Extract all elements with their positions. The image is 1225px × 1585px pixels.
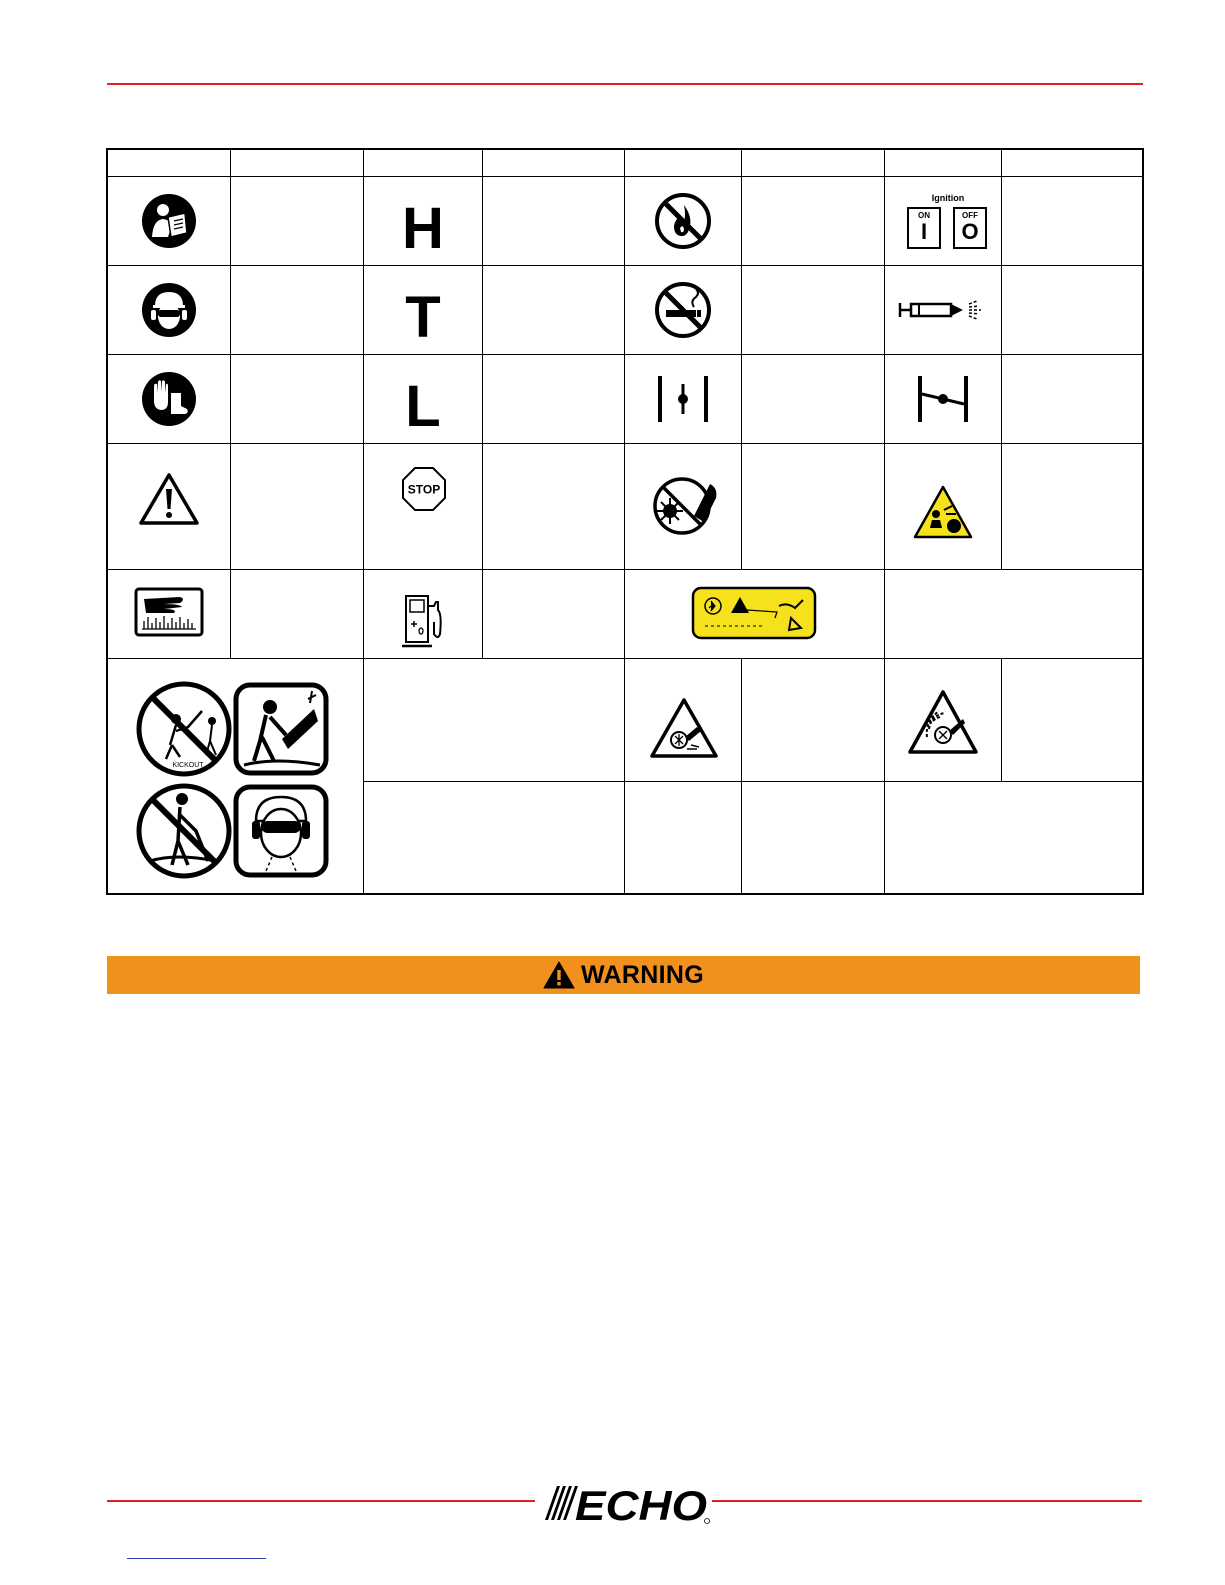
- ignition-title: Ignition: [931, 193, 965, 203]
- header-cell: [625, 150, 742, 177]
- description-cell: [742, 177, 885, 266]
- symbol-cell: [625, 177, 742, 266]
- header-cell: [742, 150, 885, 177]
- t-letter-icon: T: [405, 285, 441, 350]
- symbol-cell: [625, 444, 742, 570]
- header-cell: [108, 150, 231, 177]
- symbol-cell: [364, 266, 483, 355]
- description-cell: [742, 266, 885, 355]
- kickout-label: KICKOUT: [172, 762, 204, 769]
- description-cell: [1002, 266, 1142, 355]
- echo-logo: [535, 1480, 713, 1525]
- description-cell: [1002, 177, 1142, 266]
- symbol-cell: [108, 570, 231, 659]
- choke-closed-icon: [916, 374, 970, 424]
- header-cell: [483, 150, 625, 177]
- fuel-pump-icon: [402, 594, 446, 650]
- description-cell: [364, 782, 625, 895]
- header-cell: [364, 150, 483, 177]
- description-cell: [885, 782, 1142, 895]
- read-manual-icon: [141, 193, 197, 249]
- ignition-switch-icon: [907, 193, 989, 255]
- ignition-on-box: [907, 207, 941, 249]
- thrown-object-hazard-icon: [912, 484, 974, 540]
- bottom-rule-right: [712, 1500, 1142, 1502]
- kickout-warnings-icon: [136, 681, 330, 879]
- symbol-cell: [625, 266, 742, 355]
- top-rule: [107, 83, 1143, 85]
- description-cell: [364, 659, 625, 782]
- hot-surface-icon: [134, 587, 204, 637]
- symbol-cell: [885, 659, 1002, 782]
- description-cell: [483, 177, 625, 266]
- symbol-cell: [364, 444, 483, 570]
- symbol-cell: [885, 266, 1002, 355]
- description-cell: [742, 659, 885, 782]
- description-cell: [231, 355, 364, 444]
- gloves-boots-icon: [141, 371, 197, 427]
- rotating-blade-warning-icon: [907, 689, 979, 755]
- stop-sign-label: STOP: [407, 482, 441, 497]
- ignition-off-label: OFF: [962, 211, 978, 220]
- h-letter-icon: H: [402, 196, 444, 261]
- symbol-table: [106, 148, 1144, 895]
- link-underline: [127, 1558, 266, 1559]
- warning-triangle-icon: [543, 961, 575, 989]
- header-cell: [1002, 150, 1142, 177]
- ignition-off-box: [953, 207, 987, 249]
- no-blade-contact-icon: [650, 476, 722, 536]
- symbol-cell: [108, 444, 231, 570]
- warning-banner: [107, 956, 1140, 994]
- description-cell: [483, 570, 625, 659]
- symbol-cell: [108, 355, 231, 444]
- symbol-cell: [364, 355, 483, 444]
- header-cell: [231, 150, 364, 177]
- warning-label: WARNING: [581, 960, 704, 989]
- symbol-cell: [625, 570, 885, 659]
- description-cell: [742, 355, 885, 444]
- stop-sign-icon: [401, 466, 447, 512]
- bystander-distance-decal-icon: [691, 586, 817, 640]
- blade-thrust-warning-icon: [649, 697, 719, 759]
- symbol-cell: [364, 177, 483, 266]
- symbol-cell: [108, 177, 231, 266]
- description-cell: [742, 782, 885, 895]
- ignition-on-label: ON: [918, 211, 930, 220]
- description-cell: [1002, 659, 1142, 782]
- symbol-cell: [364, 570, 483, 659]
- symbol-cell: [885, 444, 1002, 570]
- description-cell: [483, 266, 625, 355]
- symbol-cell: [108, 659, 364, 895]
- description-cell: [742, 444, 885, 570]
- description-cell: [231, 444, 364, 570]
- symbol-cell: [625, 355, 742, 444]
- description-cell: [231, 570, 364, 659]
- symbol-cell: [625, 659, 742, 782]
- primer-bulb-icon: [897, 295, 989, 325]
- safety-alert-icon: [138, 472, 200, 526]
- symbol-cell: [108, 266, 231, 355]
- description-cell: [483, 444, 625, 570]
- description-cell: [231, 266, 364, 355]
- description-cell: [1002, 355, 1142, 444]
- bottom-rule-left: [107, 1500, 535, 1502]
- symbol-cell: [885, 177, 1002, 266]
- header-cell: [885, 150, 1002, 177]
- symbol-cell: [625, 782, 742, 895]
- description-cell: [231, 177, 364, 266]
- ignition-off-glyph: O: [961, 219, 979, 244]
- description-cell: [885, 570, 1142, 659]
- no-smoking-icon: [654, 281, 712, 339]
- description-cell: [1002, 444, 1142, 570]
- ignition-on-glyph: I: [920, 219, 928, 244]
- head-eye-ear-protection-icon: [141, 282, 197, 338]
- choke-open-icon: [656, 374, 710, 424]
- echo-logo-text: ECHO: [575, 1482, 707, 1525]
- symbol-cell: [885, 355, 1002, 444]
- l-letter-icon: L: [405, 374, 441, 439]
- no-fire-icon: [654, 192, 712, 250]
- description-cell: [483, 355, 625, 444]
